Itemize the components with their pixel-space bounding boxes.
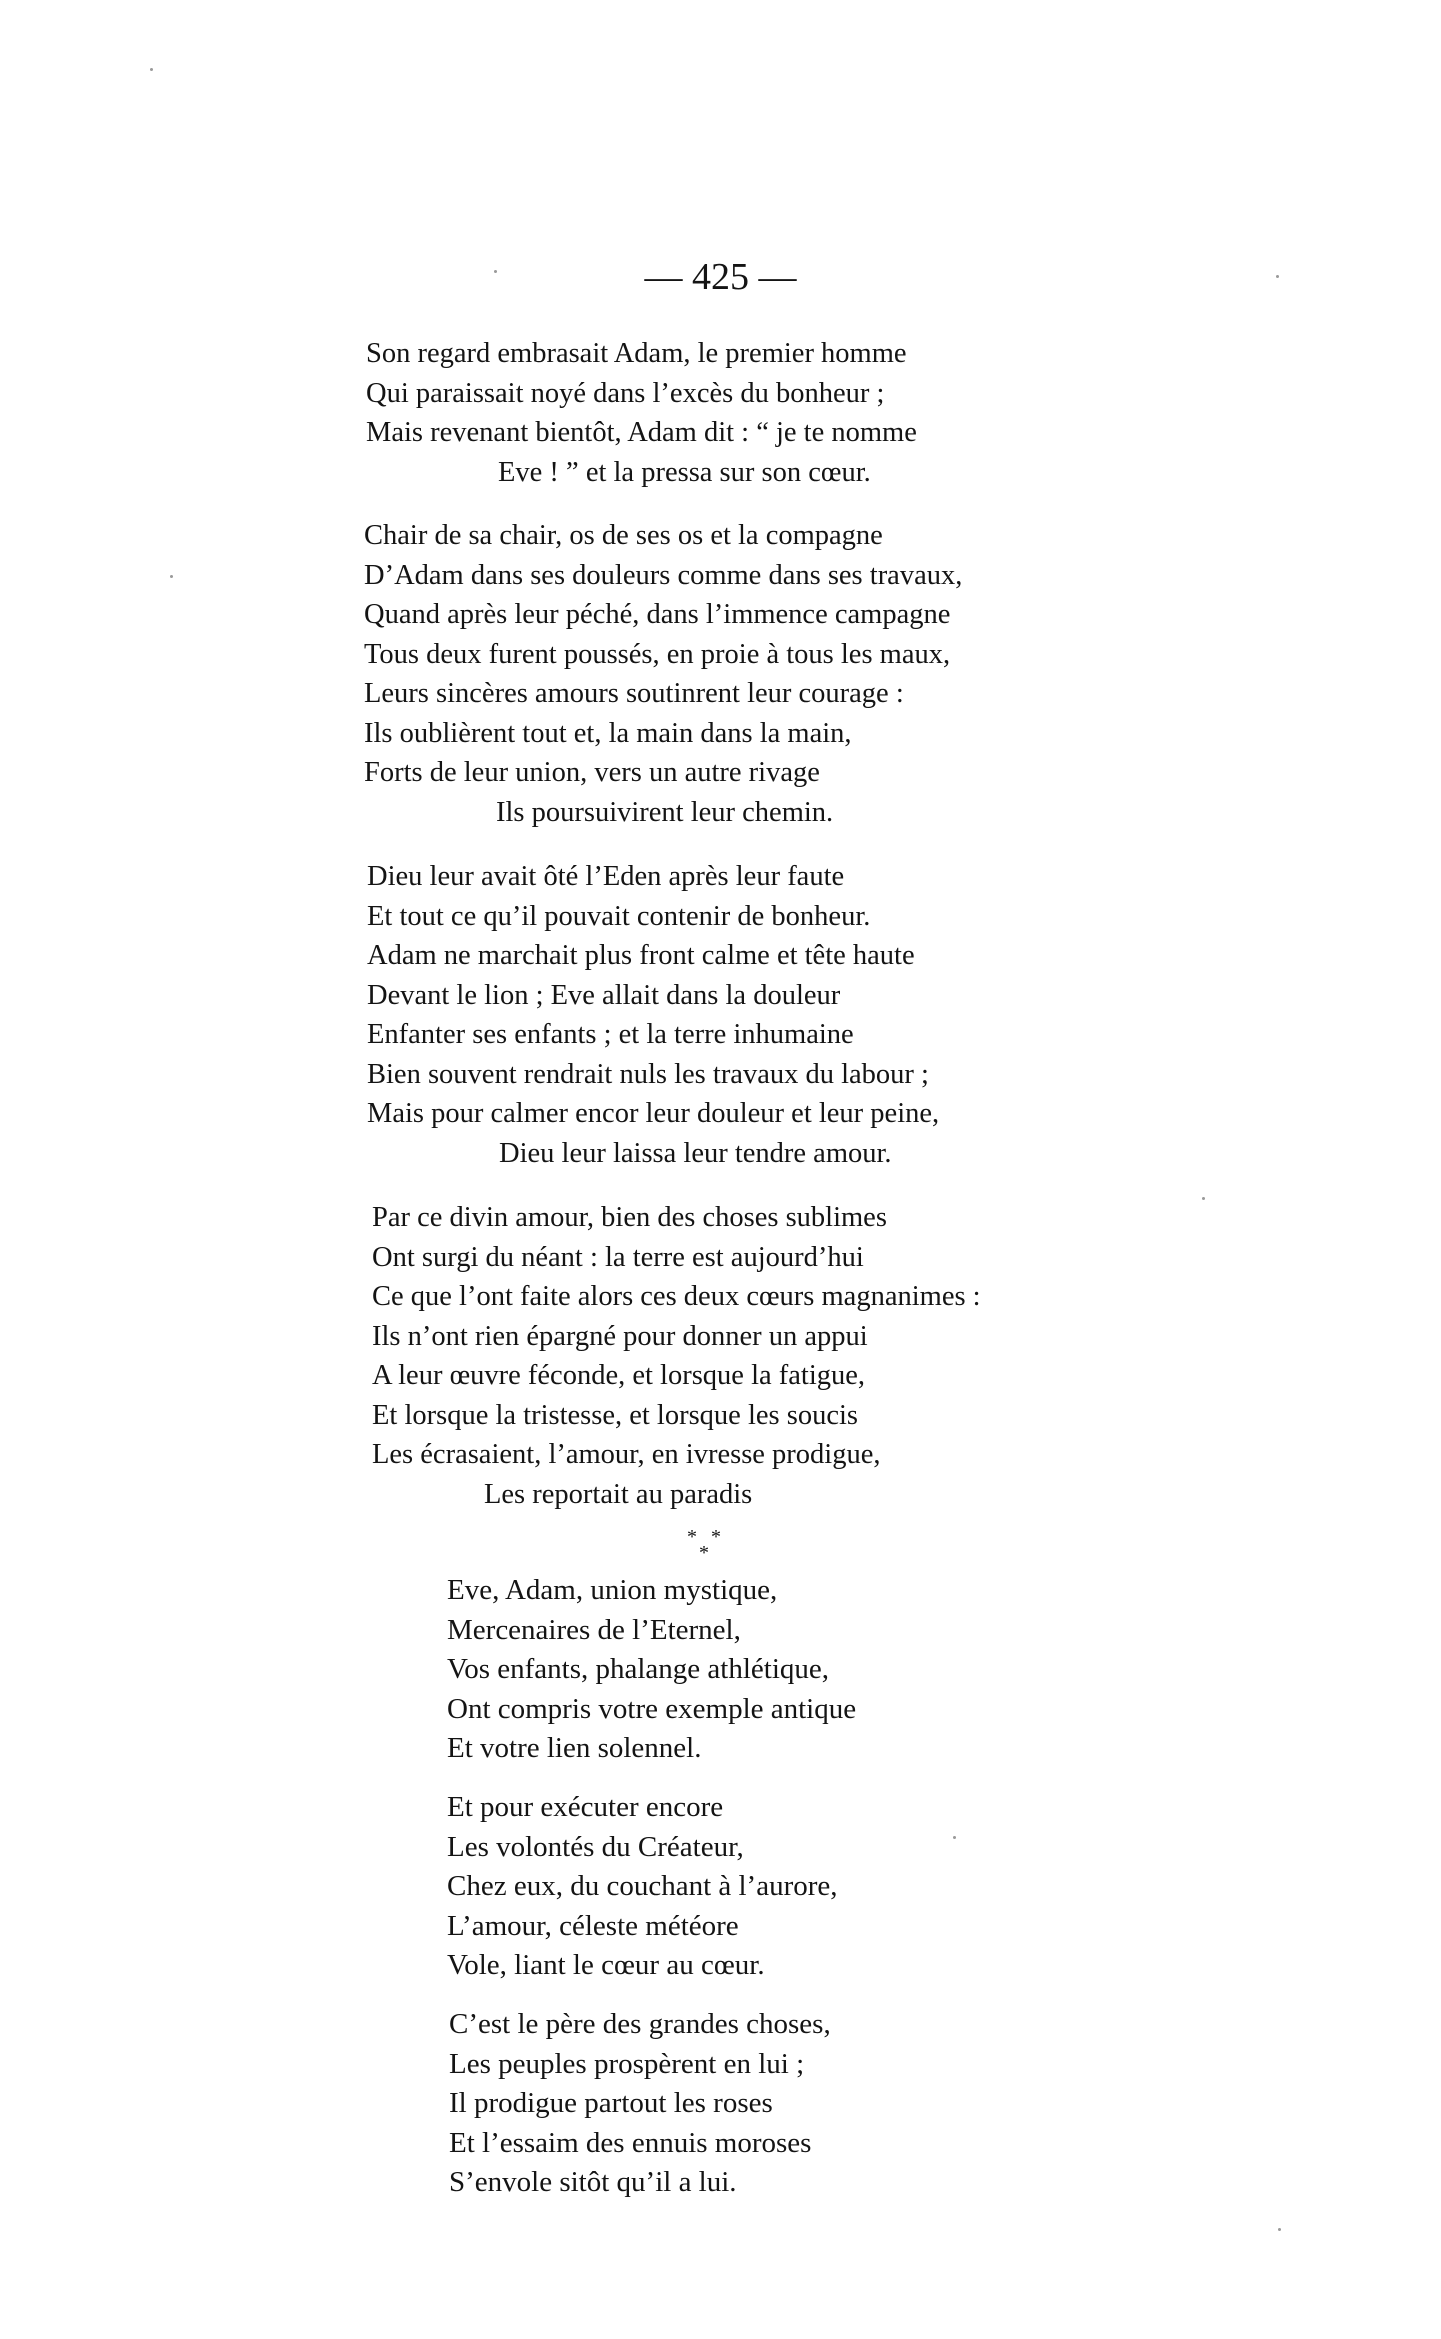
scan-speck — [170, 575, 173, 578]
stanza-4 — [372, 1198, 981, 1514]
verse-line: Et votre lien solennel. — [447, 1732, 702, 1764]
verse-line: C’est le père des grandes choses, — [449, 2008, 831, 2040]
scan-speck — [1278, 2228, 1281, 2231]
verse-line: Devant le lion ; Eve allait dans la douleur — [367, 979, 841, 1011]
stanza-1 — [366, 334, 917, 492]
verse-line: Chez eux, du couchant à l’aurore, — [447, 1870, 838, 1902]
verse-line: Vos enfants, phalange athlétique, — [447, 1653, 829, 1685]
scan-speck — [494, 270, 497, 273]
verse-line: Ont surgi du néant : la terre est aujourd’hui — [372, 1241, 864, 1273]
verse-line: Vole, liant le cœur au cœur. — [447, 1949, 765, 1981]
verse-line: L’amour, céleste météore — [447, 1909, 739, 1942]
scan-speck — [150, 68, 153, 71]
stanza-2 — [364, 516, 962, 832]
stanza-3 — [367, 857, 939, 1173]
scan-speck — [953, 1836, 956, 1839]
verse-line: A leur œuvre féconde, et lorsque la fatigue, — [372, 1360, 866, 1391]
verse-line: Eve, Adam, union mystique, — [447, 1574, 778, 1606]
verse-line: D’Adam dans ses douleurs comme dans ses travaux, — [364, 559, 963, 591]
page-number: — 425 — — [644, 256, 797, 298]
verse-line: Les volontés du Créateur, — [447, 1830, 744, 1863]
verse-line: Mais pour calmer encor leur douleur et leur peine, — [367, 1098, 940, 1129]
asterisk-icon: * — [687, 1526, 697, 1548]
section-ornament — [687, 1525, 727, 1565]
verse-line: Qui paraissait noyé dans l’excès du bonheur ; — [366, 377, 885, 409]
verse-line: Son regard embrasait Adam, le premier homme — [366, 338, 907, 369]
stanza-6 — [447, 1788, 838, 1986]
scan-speck — [1202, 1197, 1205, 1200]
verse-line: Tous deux furent poussés, en proie à tous les maux, — [364, 638, 951, 670]
verse-line: Adam ne marchait plus front calme et tête haute — [367, 940, 915, 971]
verse-line: Les écrasaient, l’amour, en ivresse prodigue, — [372, 1439, 881, 1470]
scan-speck — [1276, 275, 1279, 278]
verse-line: Mercenaires de l’Eternel, — [447, 1613, 741, 1646]
asterisk-icon: * — [699, 1542, 709, 1564]
verse-line: Les peuples prospèrent en lui ; — [449, 2047, 805, 2080]
verse-line: Il prodigue partout les roses — [449, 2087, 773, 2119]
verse-line: Chair de sa chair, os de ses os et la compagne — [364, 520, 883, 551]
verse-line: Ont compris votre exemple antique — [447, 1692, 857, 1725]
verse-line: Quand après leur péché, dans l’immence campagne — [364, 599, 951, 630]
verse-line: Et lorsque la tristesse, et lorsque les soucis — [372, 1399, 858, 1431]
verse-line: Leurs sincères amours soutinrent leur courage : — [364, 678, 904, 709]
verse-line: S’envole sitôt qu’il a lui. — [449, 2166, 737, 2198]
asterisk-icon: * — [711, 1526, 721, 1548]
verse-line: Ils oublièrent tout et, la main dans la main, — [364, 717, 852, 749]
verse-line: Ils n’ont rien épargné pour donner un appui — [372, 1320, 868, 1352]
verse-line: Les reportait au paradis — [484, 1478, 753, 1510]
stanza-5 — [447, 1571, 856, 1769]
verse-line: Et tout ce qu’il pouvait contenir de bonheur. — [367, 900, 871, 932]
verse-line: Mais revenant bientôt, Adam dit : “ je te nomme — [366, 417, 917, 448]
verse-line: Forts de leur union, vers un autre rivage — [364, 757, 820, 788]
verse-line: Et l’essaim des ennuis moroses — [449, 2126, 812, 2159]
verse-line: Dieu leur laissa leur tendre amour. — [499, 1137, 892, 1169]
verse-line: Enfanter ses enfants ; et la terre inhumaine — [367, 1019, 854, 1050]
verse-line: Eve ! ” et la pressa sur son cœur. — [498, 456, 871, 488]
verse-line: Et pour exécuter encore — [447, 1791, 724, 1823]
verse-line: Par ce divin amour, bien des choses sublimes — [372, 1202, 887, 1233]
verse-line: Dieu leur avait ôté l’Eden après leur faute — [367, 861, 845, 892]
stanza-7 — [449, 2005, 831, 2203]
verse-line: Ce que l’ont faite alors ces deux cœurs magnanimes : — [372, 1281, 981, 1312]
verse-line: Ils poursuivirent leur chemin. — [496, 796, 834, 828]
verse-line: Bien souvent rendrait nuls les travaux du labour ; — [367, 1058, 929, 1090]
